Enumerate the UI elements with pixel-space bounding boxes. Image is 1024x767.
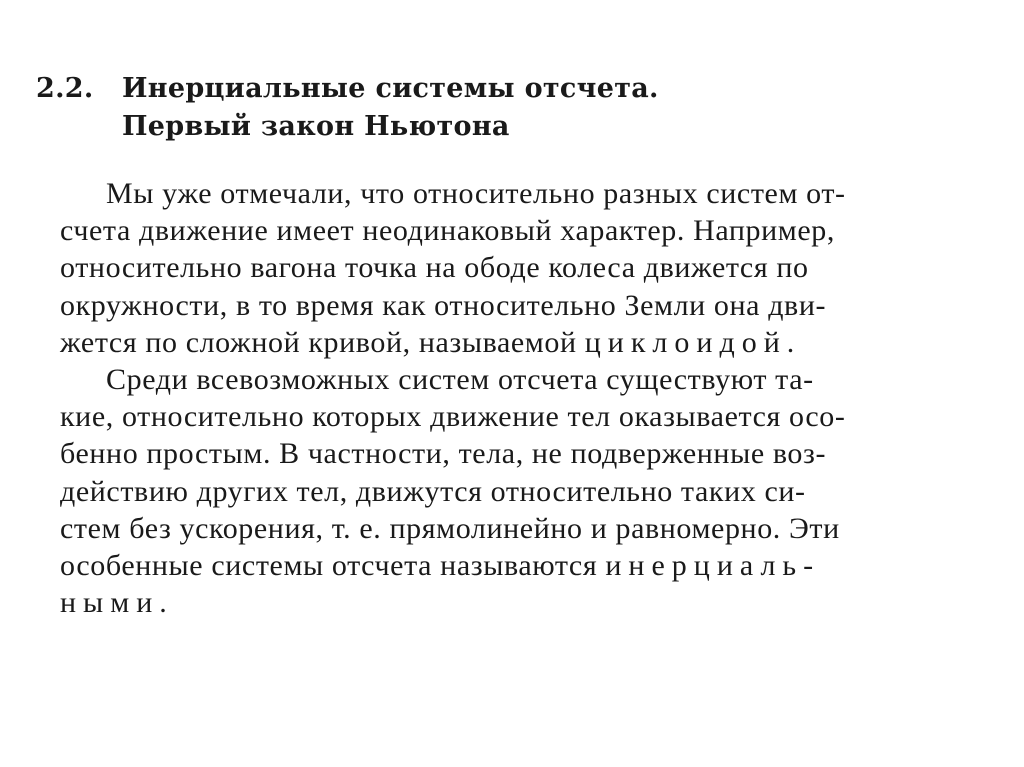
paragraph-2-line-5: стем без ускорения, т. е. прямолинейно и равномерно. Эти <box>60 511 840 545</box>
paragraph-1-line-5 <box>60 324 980 361</box>
heading-title-line-2: Первый закон Ньютона <box>122 111 510 142</box>
paragraph-2-line-6 <box>60 547 980 584</box>
paragraph-1-line-5-text: жется по сложной кривой, называемой <box>60 325 585 359</box>
paragraph-2-line-1: Среди всевозможных систем отсчета существуют та- <box>106 363 814 397</box>
term-inertial-part2: ными <box>60 586 160 620</box>
term-cycloid: циклоидой <box>584 325 787 359</box>
paragraph-2-line-3: бенно простым. В частности, тела, не подверженные воз- <box>60 437 827 471</box>
paragraph-2-line-4: действию других тел, движутся относительно таких си- <box>60 474 806 508</box>
heading-line-1 <box>36 70 659 108</box>
paragraph-2-end: . <box>159 586 168 620</box>
paragraph-2-line-6-text: особенные системы отсчета называются <box>60 549 606 583</box>
section-number: 2.2. <box>36 73 94 104</box>
paragraph-1-line-1: Мы уже отмечали, что относительно разных систем от- <box>106 177 846 210</box>
heading-title-line-1: Инерциальные системы отсчета. <box>122 73 659 104</box>
paragraph-2-line-2: кие, относительно которых движение тел оказывается осо- <box>60 400 846 434</box>
paragraph-2-line-7 <box>60 584 980 621</box>
paragraph-1-line-2: счета движение имеет неодинаковый характер. Например, <box>60 214 836 248</box>
paragraph-1-line-4: окружности, в то время как относительно Земли она дви- <box>60 288 827 322</box>
term-inertial-part1: инерциаль- <box>605 549 821 583</box>
body-text <box>60 175 980 621</box>
paragraph-1-line-3: относительно вагона точка на ободе колеса движется по <box>60 251 809 285</box>
section-heading <box>36 70 659 146</box>
paragraph-1-end: . <box>786 325 795 359</box>
